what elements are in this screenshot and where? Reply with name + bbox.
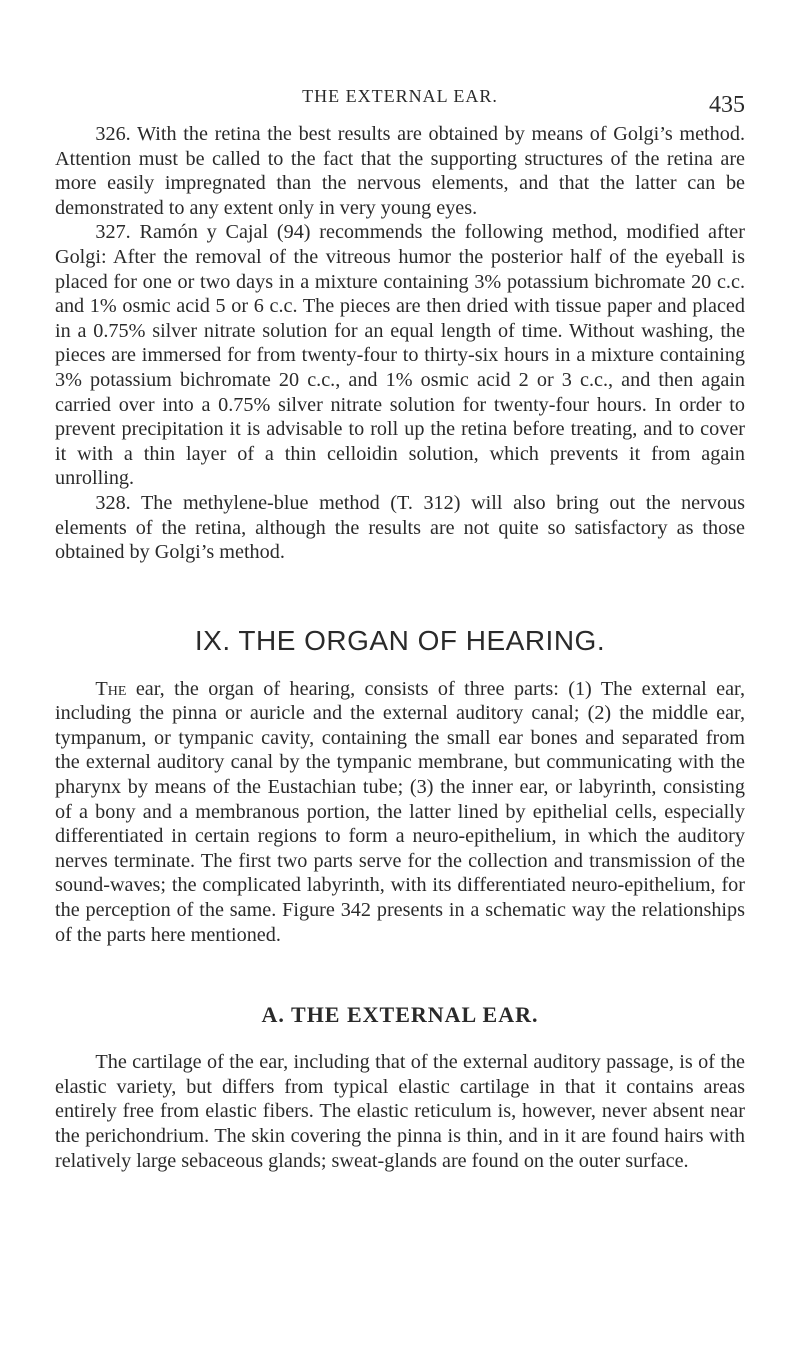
running-title: THE EXTERNAL EAR. bbox=[302, 86, 498, 106]
running-head bbox=[55, 82, 745, 118]
section-intro-lead: The bbox=[95, 677, 127, 700]
paragraph-327: 327. Ramón y Cajal (94) recommends the following method, modified after Golgi: After the removal of the vitreous humor the posterior half of the eyeball is placed for one or two days in a mixture containing 3% potassium bichromate 20 c.c. and 1% osmic acid 5 or 6 c.c. The pieces are then dried with tissue paper and placed in a 0.75% silver nitrate solution for an equal length of time. Without washing, the pieces are immersed for from twenty-four to thirty-six hours in a mixture containing 3% potassium bichromate 20 c.c., and 1% osmic acid 2 or 3 c.c., and then again carried over into a 0.75% silver nitrate solution for twenty-four hours. In order to prevent precipitation it is advisable to roll up the retina before treating, and to cover it with a thin layer of a thin celloidin solution, which prevents it from again unrolling. bbox=[55, 221, 745, 490]
section-intro-text: ear, the organ of hearing, consists of three parts: (1) The external ear, including the pinna or auricle and the external auditory canal; (2) the middle ear, tympanum, or tympanic cavity, containing the small ear bones and separated from the external auditory canal by the tympanic membrane, but communicating with the pharynx by means of the Eustachian tube; (3) the inner ear, or labyrinth, consisting of a bony and a membranous portion, the latter lined by epithelial cells, especially differentiated in certain regions to form a neuro-epithelium, in which the auditory nerves terminate. The first two parts serve for the collection and transmission of the sound-waves; the complicated labyrinth, with its differentiated neuro-epithelium, for the perception of the same. Figure 342 presents in a schematic way the relationships of the parts here mentioned. bbox=[55, 677, 745, 946]
subsection-paragraph: The cartilage of the ear, including that of the external auditory passage, is of the elastic variety, but differs from typical elastic cartilage in that it contains areas entirely free from elastic fibers. The elastic reticulum is, however, never absent near the perichondrium. The skin covering the pinna is thin, and in it are found hairs with relatively large sebaceous glands; sweat-glands are found on the outer surface. bbox=[55, 1051, 745, 1172]
page-content bbox=[55, 122, 745, 1173]
section-heading: IX. THE ORGAN OF HEARING. bbox=[194, 624, 606, 656]
page-number: 435 bbox=[709, 92, 745, 118]
subsection-heading: A. THE EXTERNAL EAR. bbox=[261, 1002, 539, 1028]
paragraph-326: 326. With the retina the best results are obtained by means of Golgi’s method. Attention must be called to the fact that the supporting structures of the retina are more easily impregnated than the nervous elements, and that the latter can be demonstrated to any extent only in very young eyes. bbox=[55, 123, 745, 219]
paragraph-328: 328. The methylene-blue method (T. 312) will also bring out the nervous elements of the retina, although the results are not quite so satisfactory as those obtained by Golgi’s method. bbox=[55, 491, 745, 564]
section-intro-paragraph bbox=[55, 677, 745, 948]
